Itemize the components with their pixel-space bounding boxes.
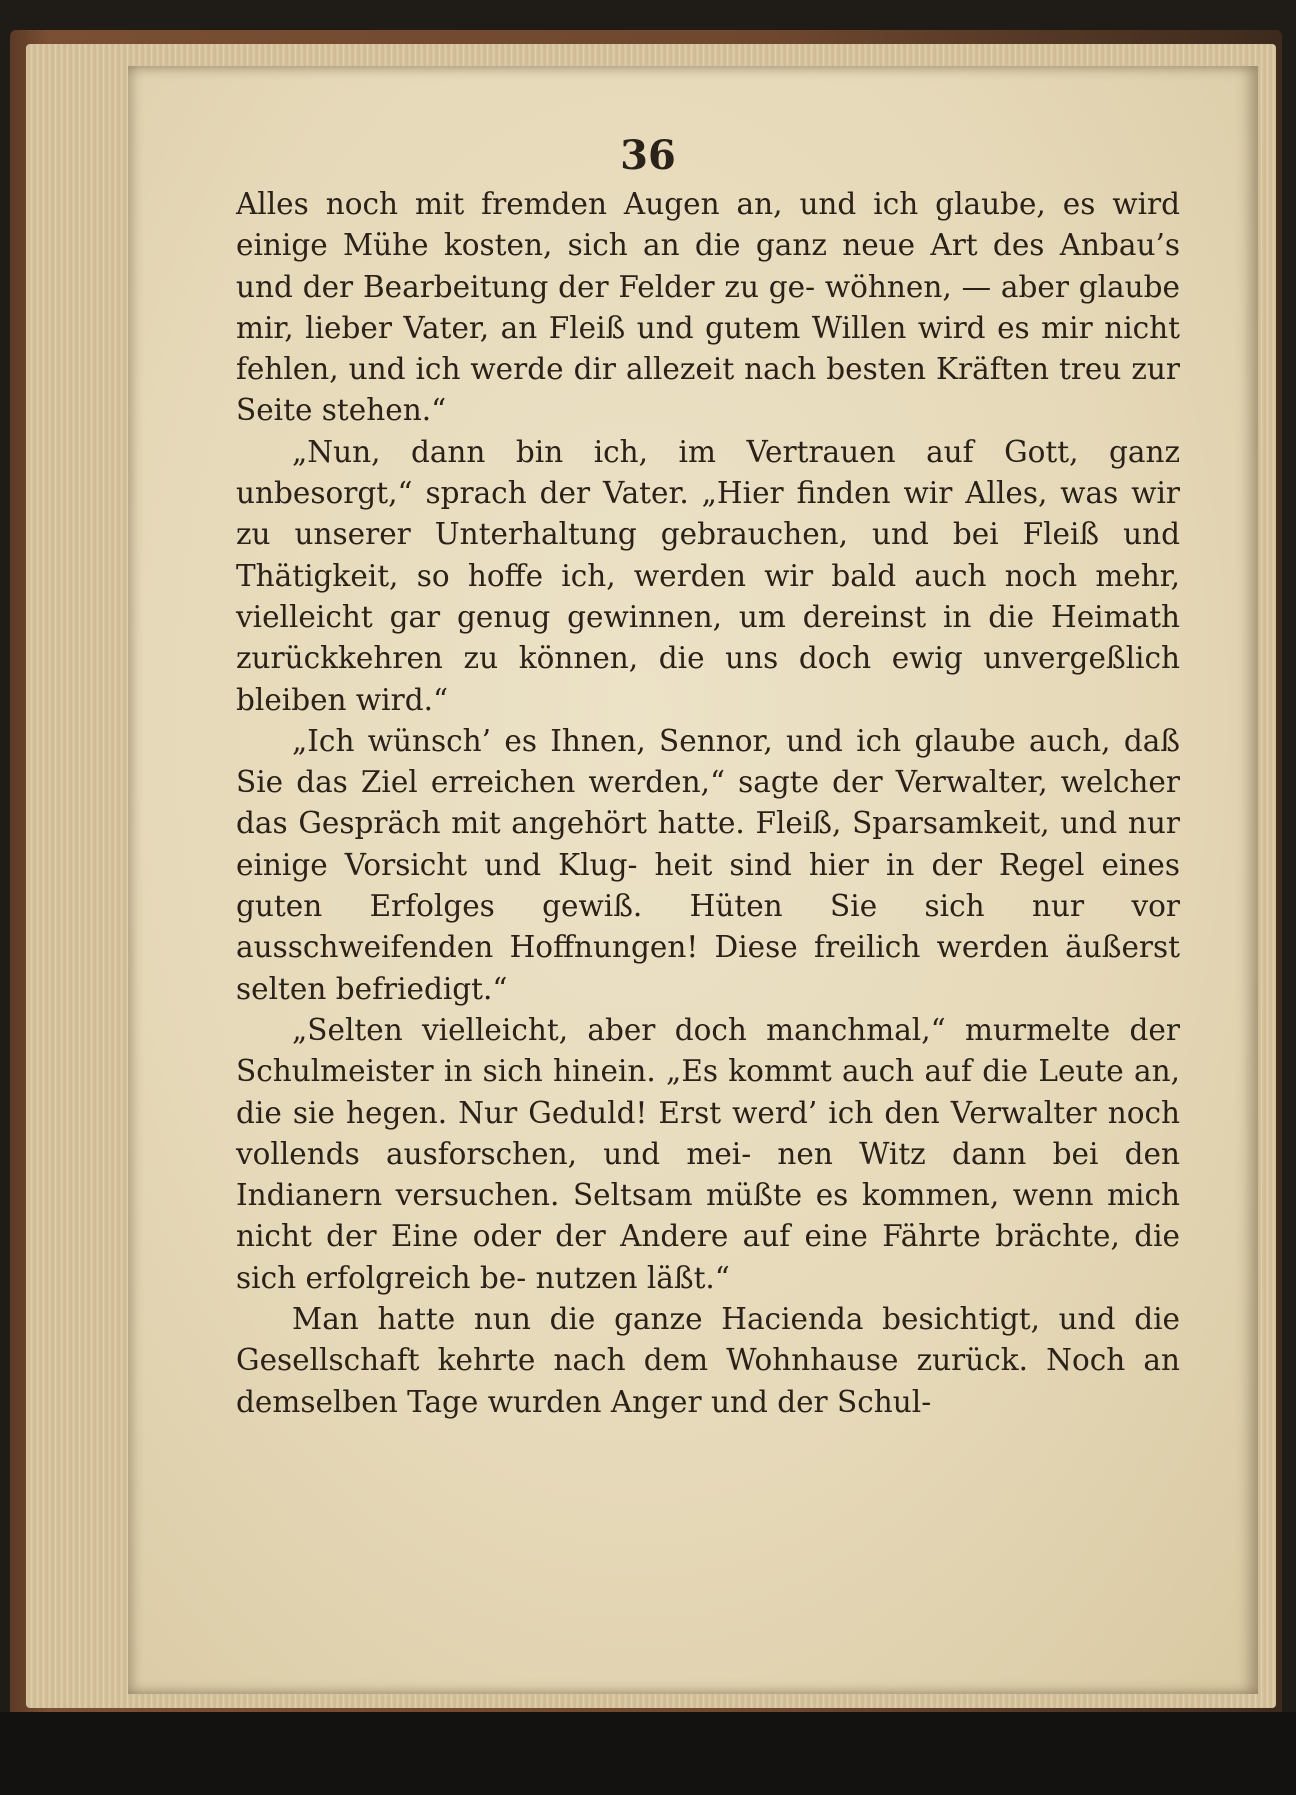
paragraph-3: „Ich wünsch’ es Ihnen, Sennor, und ich glaube auch, daß Sie das Ziel erreichen werden,“ sagte der Verwalter, welcher das Gespräch mit angehört hatte. Fleiß, Sparsamkeit, und nur einige Vorsicht und Klug- heit sind hier in der Regel eines guten Erfolges gewiß. Hüten Sie sich nur vor ausschweifenden Hoffnungen! Diese freilich werden äußerst selten befriedigt.“ xyxy=(236,723,1180,1006)
paragraph-2: „Nun, dann bin ich, im Vertrauen auf Gott, ganz unbesorgt,“ sprach der Vater. „Hier finden wir Alles, was wir zu unserer Unterhaltung gebrauchen, und bei Fleiß und Thätigkeit, so hoffe ich, werden wir bald auch noch mehr, vielleicht gar genug gewinnen, um dereinst in die Heimath zurückkehren zu können, die uns doch ewig unvergeßlich bleiben wird.“ xyxy=(236,434,1180,717)
page-number: 36 xyxy=(620,132,676,179)
paragraph-4: „Selten vielleicht, aber doch manchmal,“ murmelte der Schulmeister in sich hinein. „Es kommt auch auf die Leute an, die sie hegen. Nur Geduld! Erst werd’ ich den Verwalter noch vollends ausforschen, und mei- nen Witz dann bei den Indianern versuchen. Seltsam müßte es kommen, wenn mich nicht der Eine oder der Andere auf eine Fährte brächte, die sich erfolgreich be- nutzen läßt.“ xyxy=(236,1012,1180,1295)
scan-bottom-border xyxy=(0,1712,1296,1795)
body-text xyxy=(236,184,1180,1423)
paragraph-1: Alles noch mit fremden Augen an, und ich glaube, es wird einige Mühe kosten, sich an die ganz neue Art des Anbau’s und der Bearbeitung der Felder zu ge- wöhnen, — aber glaube mir, lieber Vater, an Fleiß und gutem Willen wird es mir nicht fehlen, und ich werde dir allezeit nach besten Kräften treu zur Seite stehen.“ xyxy=(236,187,1180,428)
paragraph-5: Man hatte nun die ganze Hacienda besichtigt, und die Gesellschaft kehrte nach dem Wohnhause zurück. Noch an demselben Tage wurden Anger und der Schul- xyxy=(236,1302,1180,1419)
